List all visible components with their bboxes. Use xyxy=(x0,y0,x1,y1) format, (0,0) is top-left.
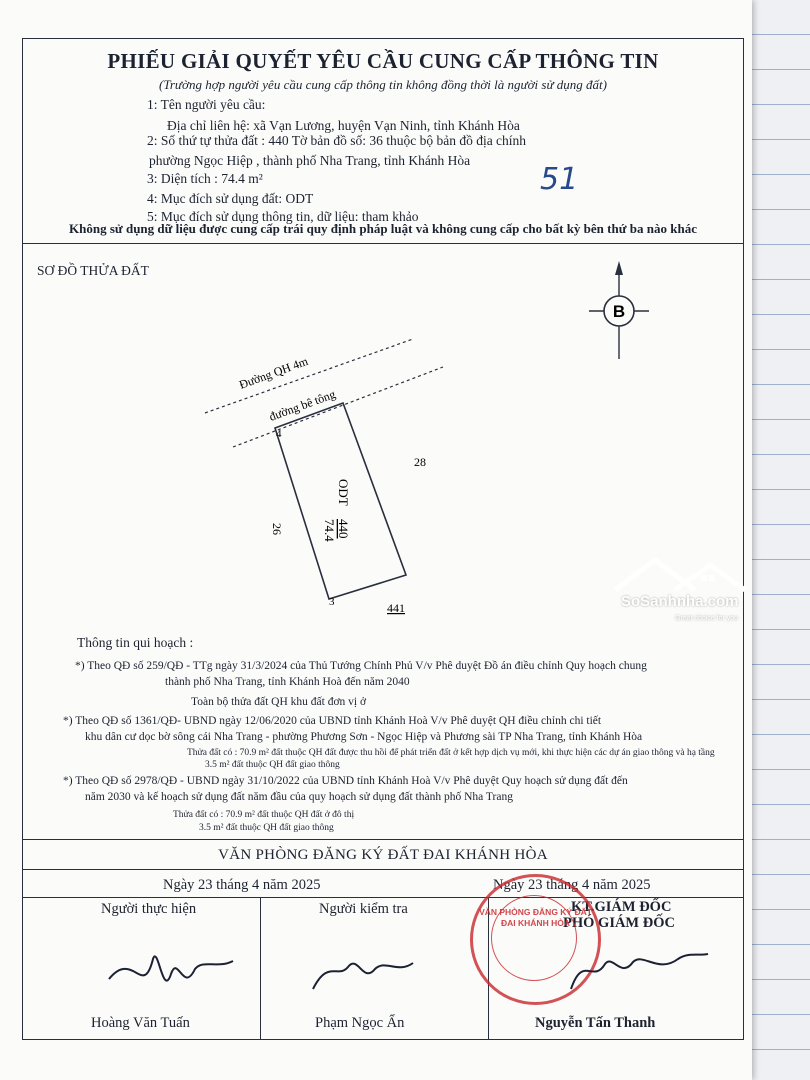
dim-top: 4 xyxy=(276,428,282,440)
map-section-title: SƠ ĐỒ THỬA ĐẤT xyxy=(37,263,149,278)
divider-date xyxy=(23,869,743,870)
plan-item-2-line1: *) Theo QĐ số 1361/QĐ- UBND ngày 12/06/2020 của UBND tỉnh Khánh Hoà V/v Phê duyệt QH điều chỉnh chi tiết xyxy=(63,715,602,727)
signer-3-name: Nguyễn Tấn Thanh xyxy=(535,1015,656,1031)
field-address: Địa chỉ liên hệ: xã Vạn Lương, huyện Vạn Ninh, tỉnh Khánh Hòa xyxy=(167,118,520,133)
date-right: Ngày 23 tháng 4 năm 2025 xyxy=(493,877,651,893)
parcel-label xyxy=(322,479,351,542)
handwritten-note: 51 xyxy=(540,162,579,197)
field-purpose: 4: Mục đích sử dụng đất: ODT xyxy=(147,191,314,206)
plan-item-1-note: Toàn bộ thửa đất QH khu đất đơn vị ở xyxy=(191,696,367,708)
document-frame xyxy=(22,38,744,1040)
watermark-logo xyxy=(605,545,755,635)
neighbor-right: 28 xyxy=(414,455,426,469)
document-subtitle: (Trường hợp người yêu cầu cung cấp thông tin không đồng thời là người sử dụng đất) xyxy=(159,77,607,92)
parcel-number: 440 xyxy=(336,519,351,539)
plan-item-2-line2: khu dân cư dọc bờ sông cái Nha Trang - phường Phương Sơn - Ngọc Hiệp và Phương sài TP Nha Trang, tỉnh Khánh Hòa xyxy=(85,731,643,743)
field-usage: 5: Mục đích sử dụng thông tin, dữ liệu: tham khảo xyxy=(147,209,419,224)
plan-item-2-note2: 3.5 m² đất thuộc QH đất giao thông xyxy=(205,760,340,770)
plan-item-1-line1: *) Theo QĐ số 259/QĐ - TTg ngày 31/3/2024 của Thủ Tướng Chính Phủ V/v Phê duyệt Đồ án điều chỉnh Quy hoạch chung xyxy=(75,660,647,672)
field-area: 3: Diện tích : 74.4 m² xyxy=(147,171,263,186)
watermark-brand: SoSanhnha.com xyxy=(621,593,739,610)
planning-header: Thông tin qui hoạch : xyxy=(77,635,194,650)
divider-top xyxy=(23,243,743,244)
signer-3-title1: KT.GIÁM ĐỐC xyxy=(571,899,672,915)
plan-item-3-line2: năm 2030 và kế hoạch sử dụng đất năm đầu của quy hoạch sử dụng đất thành phố Nha Trang xyxy=(85,791,513,803)
date-left: Ngày 23 tháng 4 năm 2025 xyxy=(163,877,321,893)
dim-bottom: 3 xyxy=(329,596,335,608)
signer-2-name: Phạm Ngọc Ẩn xyxy=(315,1015,405,1031)
field-parcel-location: phường Ngọc Hiệp , thành phố Nha Trang, tỉnh Khánh Hòa xyxy=(149,153,471,168)
watermark-tagline: Great choice for you xyxy=(675,615,739,622)
plan-item-3-line1: *) Theo QĐ số 2978/QĐ - UBND ngày 31/10/2022 của UBND tỉnh Khánh Hoà V/v Phê duyệt Quy hoạch sử dụng đất đến xyxy=(63,775,628,787)
neighbor-bottom: 441 xyxy=(387,601,405,615)
plan-item-1-line2: thành phố Nha Trang, tỉnh Khánh Hoà đến năm 2040 xyxy=(165,676,410,688)
signer-3-title2: PHÓ GIÁM ĐỐC xyxy=(563,915,675,931)
signer-1-title: Người thực hiện xyxy=(101,901,197,917)
field-requester: 1: Tên người yêu cầu: xyxy=(147,97,266,112)
parcel-type: ODT xyxy=(336,479,351,506)
divider-office xyxy=(23,839,743,840)
usage-warning: Không sử dụng dữ liệu được cung cấp trái quy định pháp luật và không cung cấp cho bất kỳ bên thứ ba nào khác xyxy=(69,221,697,236)
compass-icon xyxy=(589,261,649,359)
field-parcel: 2: Số thứ tự thửa đất : 440 Tờ bản đồ số: 36 thuộc bộ bản đồ địa chính xyxy=(147,133,527,148)
plan-item-3-note2: 3.5 m² đất thuộc QH đất giao thông xyxy=(199,823,334,833)
signer-2-title: Người kiểm tra xyxy=(319,901,408,917)
divider-signatures xyxy=(23,897,743,898)
column-divider-1 xyxy=(260,897,261,1039)
road-concrete-label: đường bê tông xyxy=(267,386,338,424)
signature-1 xyxy=(103,939,243,1009)
office-name: VĂN PHÒNG ĐĂNG KÝ ĐẤT ĐAI KHÁNH HÒA xyxy=(218,847,548,863)
stamp-text: VĂN PHÒNG ĐĂNG KÝ ĐẤT ĐAI KHÁNH HÒA xyxy=(479,907,592,928)
plan-item-3-note1: Thửa đất có : 70.9 m² đất thuộc QH đất ở đô thị xyxy=(173,810,355,820)
plan-item-2-note1: Thửa đất có : 70.9 m² đất thuộc QH đất được thu hồi để phát triển đất ở kết hợp dịch vụ mới, khi thực hiện các dự án giao thông và hạ tầng xyxy=(187,748,715,758)
neighbor-left: 26 xyxy=(270,523,284,535)
road-main-label: Đường QH 4m xyxy=(237,353,310,392)
document-title: PHIẾU GIẢI QUYẾT YÊU CẦU CUNG CẤP THÔNG TIN xyxy=(107,49,659,73)
signature-2 xyxy=(303,939,443,1009)
parcel-area: 74.4 xyxy=(322,519,337,542)
signature-3 xyxy=(563,934,713,1004)
signer-1-name: Hoàng Văn Tuấn xyxy=(91,1015,190,1031)
compass-letter: B xyxy=(612,302,626,321)
